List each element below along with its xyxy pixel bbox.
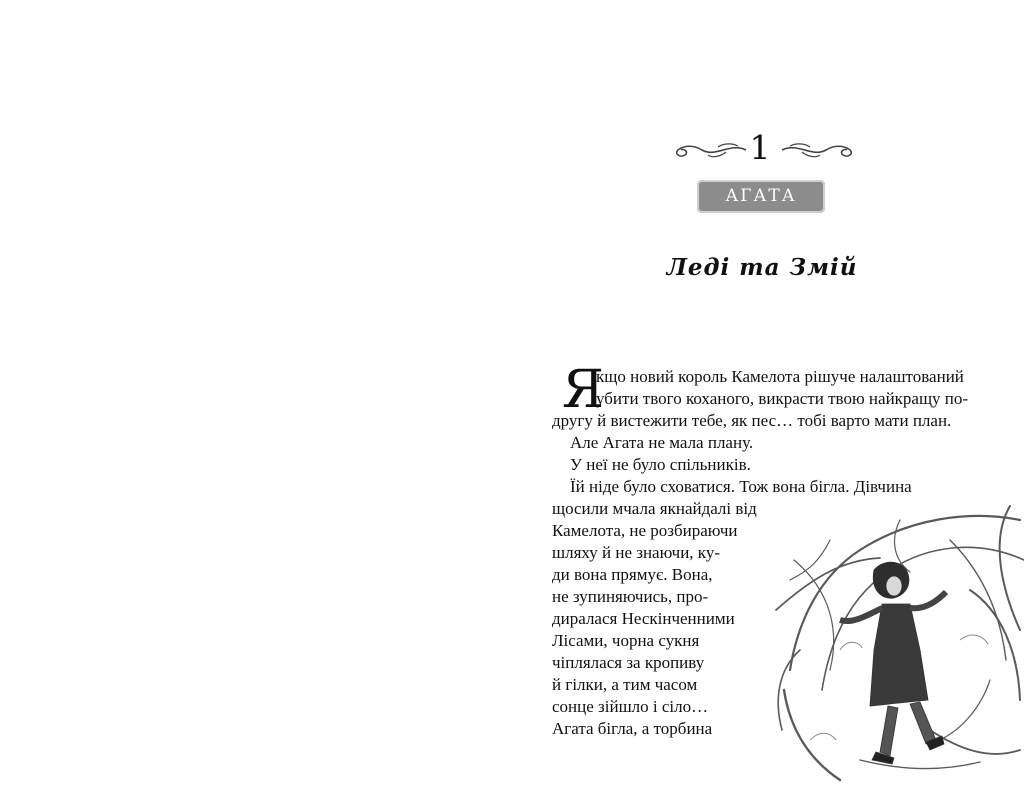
text-line: не зупиняючись, про- — [552, 587, 709, 606]
right-flourish-ornament-icon — [780, 138, 860, 162]
chapter-heading — [650, 128, 870, 168]
left-flourish-ornament-icon — [668, 138, 748, 162]
text-line: й гілки, а тим часом — [552, 675, 698, 694]
text-line: ди вона прямує. Вона, — [552, 565, 713, 584]
chapter-title: Леді та Змій — [666, 254, 858, 281]
chapter-number: 1 — [749, 128, 771, 167]
text-line: шляху й не знаючи, ку- — [552, 543, 720, 562]
girl-running-illustration — [770, 500, 1024, 788]
text-line: сонце зійшло і сіло… — [552, 697, 709, 716]
text-line: кщо новий король Камелота рішуче налаштований — [596, 367, 964, 386]
text-line: другу й вистежити тебе, як пес… тобі варто мати план. — [552, 411, 952, 430]
text-line: Агата бігла, а торбина — [552, 719, 713, 738]
text-line: Їй ніде було сховатися. Тож вона бігла. Дівчина — [570, 477, 912, 496]
drop-cap: Я — [562, 360, 604, 420]
text-line: Камелота, не розбираючи — [552, 521, 738, 540]
text-line: Лісами, чорна сукня — [552, 631, 700, 650]
text-line: Але Агата не мала плану. — [570, 433, 754, 452]
text-line: диралася Нескінченними — [552, 609, 735, 628]
text-line: чіплялася за кропиву — [552, 653, 705, 672]
text-line: У неї не було спільників. — [570, 455, 751, 474]
text-line: щосили мчала якнайдалі від — [552, 499, 757, 518]
text-line: убити твого коханого, викрасти твою найкращу по- — [596, 389, 969, 408]
chapter-character-badge: АГАТА — [697, 180, 825, 213]
